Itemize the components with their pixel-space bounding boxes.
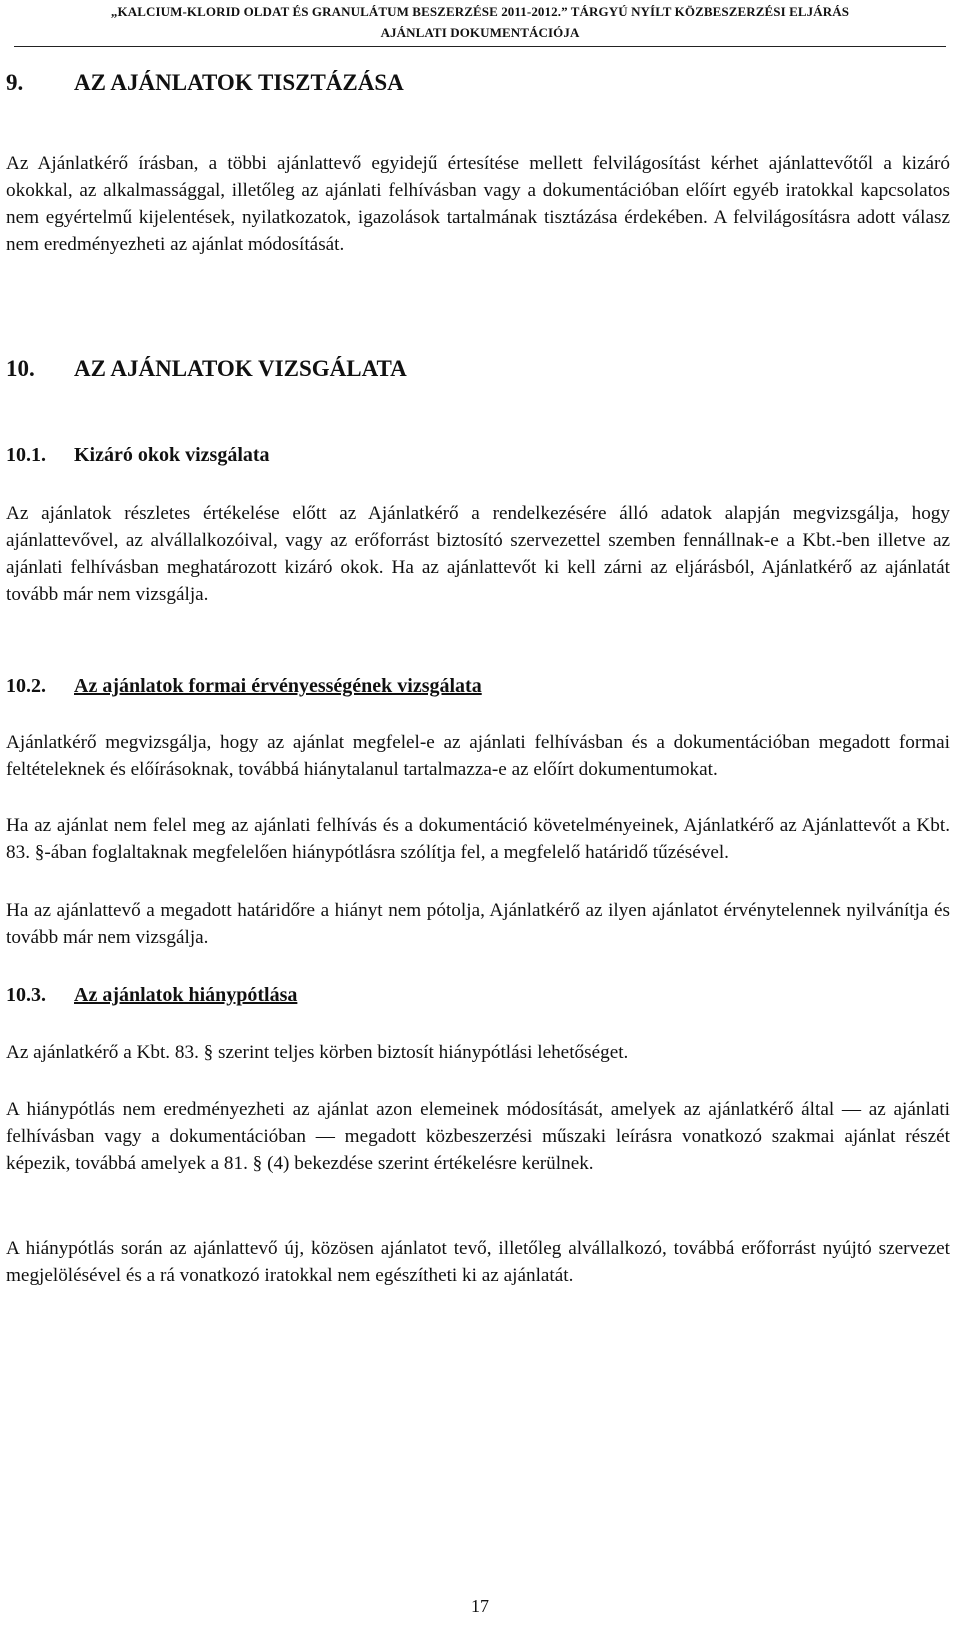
section-9-heading [6, 70, 404, 96]
subsection-title: Az ajánlatok hiánypótlása [74, 984, 298, 1006]
subsection-10-2-paragraph-1: Ajánlatkérő megvizsgálja, hogy az ajánlat megfelel-e az ajánlati felhívásban és a dokumentációban megadott formai feltételeknek és előírásoknak, továbbá hiánytalanul tartalmazza-e az előírt dokumentumokat. [6, 732, 950, 780]
section-9-paragraph: Az Ajánlatkérő írásban, a többi ajánlattevő egyidejű értesítése mellett felvilágosítást kérhet ajánlattevőtől a kizáró okokkal, az alkalmassággal, illetőleg az ajánlati felhívásban vagy a dokumentációban előírt egyéb iratokkal kapcsolatos nem egyértelmű kijelentések, nyilatkozatok, igazolások tartalmának tisztázása érdekében. A felvilágosításra adott válasz nem eredményezheti az ajánlat módosítását. [6, 153, 950, 255]
subsection-10-3-paragraph-1: Az ajánlatkérő a Kbt. 83. § szerint teljes körben biztosít hiánypótlási lehetőséget. [6, 1042, 629, 1063]
section-number: 10. [6, 356, 35, 381]
subsection-10-3-heading [6, 984, 297, 1007]
subsection-number: 10.2. [6, 675, 46, 697]
subsection-10-3-paragraph-3: A hiánypótlás során az ajánlattevő új, közösen ajánlatot tevő, illetőleg alvállalkozó, továbbá erőforrást nyújtó szervezet megjelölésével és a rá vonatkozó iratokkal nem egészítheti ki az ajánlatát. [6, 1238, 950, 1286]
running-header-line-2: AJÁNLATI DOKUMENTÁCIÓJA [380, 25, 580, 40]
running-header-line-1: „KALCIUM-KLORID OLDAT ÉS GRANULÁTUM BESZERZÉSE 2011-2012.” TÁRGYÚ NYÍLT KÖZBESZERZÉSI ELJÁRÁS [110, 4, 850, 19]
section-title: AZ AJÁNLATOK VIZSGÁLATA [74, 356, 407, 381]
subsection-10-3-paragraph-2: A hiánypótlás nem eredményezheti az ajánlat azon elemeinek módosítását, amelyek az ajánlatkérő által — az ajánlati felhívásban vagy a dokumentációban — megadott közbeszerzési műszaki leírásra vonatkozó szakmai ajánlat részét képezik, továbbá amelyek a 81. § (4) bekezdése szerint értékelésre kerülnek. [6, 1099, 950, 1174]
subsection-10-2-paragraph-3: Ha az ajánlattevő a megadott határidőre a hiányt nem pótolja, Ajánlatkérő az ilyen ajánlatot érvénytelennek nyilvánítja és tovább már nem vizsgálja. [6, 900, 950, 948]
subsection-10-2-heading [6, 675, 482, 698]
section-10-heading [6, 356, 407, 382]
subsection-title: Kizáró okok vizsgálata [74, 444, 270, 466]
subsection-10-2-paragraph-2: Ha az ajánlat nem felel meg az ajánlati felhívás és a dokumentáció követelményeinek, Ajánlatkérő az Ajánlattevőt a Kbt. 83. §-ában foglaltaknak megfelelően hiánypótlásra szólítja fel, a megfelelő határidő tűzésével. [6, 815, 950, 863]
subsection-10-1-heading [6, 444, 270, 467]
section-number: 9. [6, 70, 24, 95]
subsection-number: 10.1. [6, 444, 46, 466]
subsection-number: 10.3. [6, 984, 46, 1006]
section-title: AZ AJÁNLATOK TISZTÁZÁSA [74, 70, 404, 95]
subsection-10-1-paragraph: Az ajánlatok részletes értékelése előtt az Ajánlatkérő a rendelkezésére álló adatok alapján megvizsgálja, hogy ajánlattevővel, az alvállalkozóival, vagy az erőforrást biztosító szervezettel szemben fennállnak-e a Kbt.-ben illetve az ajánlati felhívásban meghatározott kizáró okok. Ha az ajánlattevőt ki kell zárni az eljárásból, Ajánlatkérő az ajánlatát tovább már nem vizsgálja. [6, 503, 950, 605]
page-number: 17 [471, 1596, 489, 1616]
header-divider [14, 46, 946, 47]
subsection-title: Az ajánlatok formai érvényességének vizsgálata [74, 675, 482, 697]
